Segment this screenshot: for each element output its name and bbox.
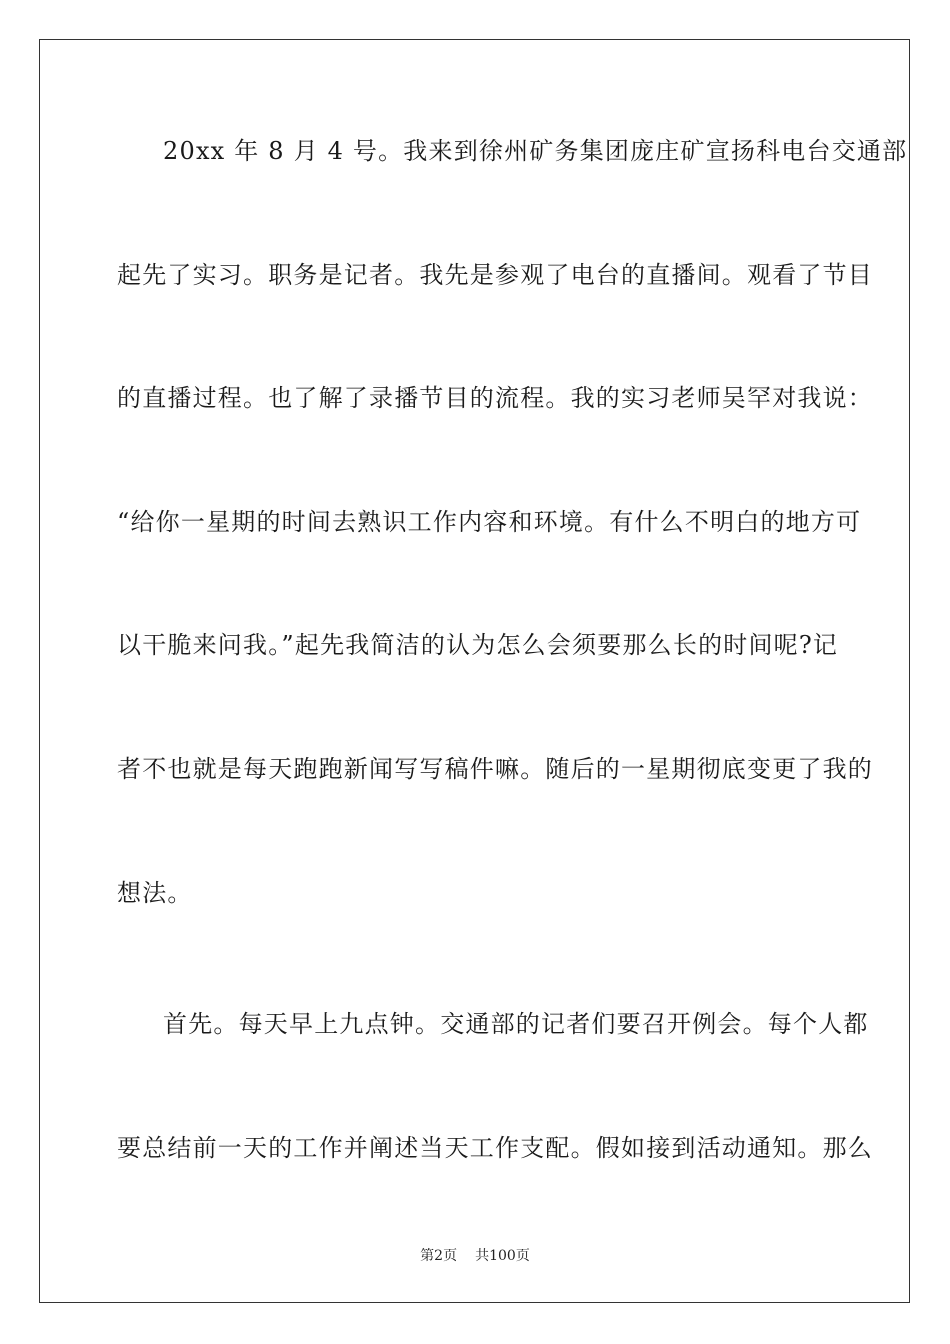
paragraph-1-line-3: 的直播过程。也了解了录播节目的流程。我的实习老师吴罕对我说：	[117, 384, 873, 412]
page-total: 共100页	[475, 1248, 530, 1264]
page-footer	[0, 1247, 950, 1265]
page-border	[39, 39, 910, 1303]
paragraph-2-line-1: 首先。每天早上九点钟。交通部的记者们要召开例会。每个人都	[163, 1010, 869, 1038]
paragraph-1-line-1: 20xx 年 8 月 4 号。我来到徐州矿务集团庞庄矿宣扬科电台交通部	[163, 137, 908, 165]
paragraph-1-line-7: 想法。	[117, 879, 193, 907]
page-number: 第2页	[420, 1248, 458, 1264]
paragraph-1-line-5: 以干脆来问我。”起先我简洁的认为怎么会须要那么长的时间呢?记	[117, 631, 839, 659]
paragraph-1-line-2: 起先了实习。职务是记者。我先是参观了电台的直播间。观看了节目	[117, 261, 873, 289]
paragraph-1-line-6: 者不也就是每天跑跑新闻写写稿件嘛。随后的一星期彻底变更了我的	[117, 755, 873, 783]
paragraph-1-line-4: “给你一星期的时间去熟识工作内容和环境。有什么不明白的地方可	[117, 508, 862, 536]
paragraph-2-line-2: 要总结前一天的工作并阐述当天工作支配。假如接到活动通知。那么	[117, 1134, 873, 1162]
